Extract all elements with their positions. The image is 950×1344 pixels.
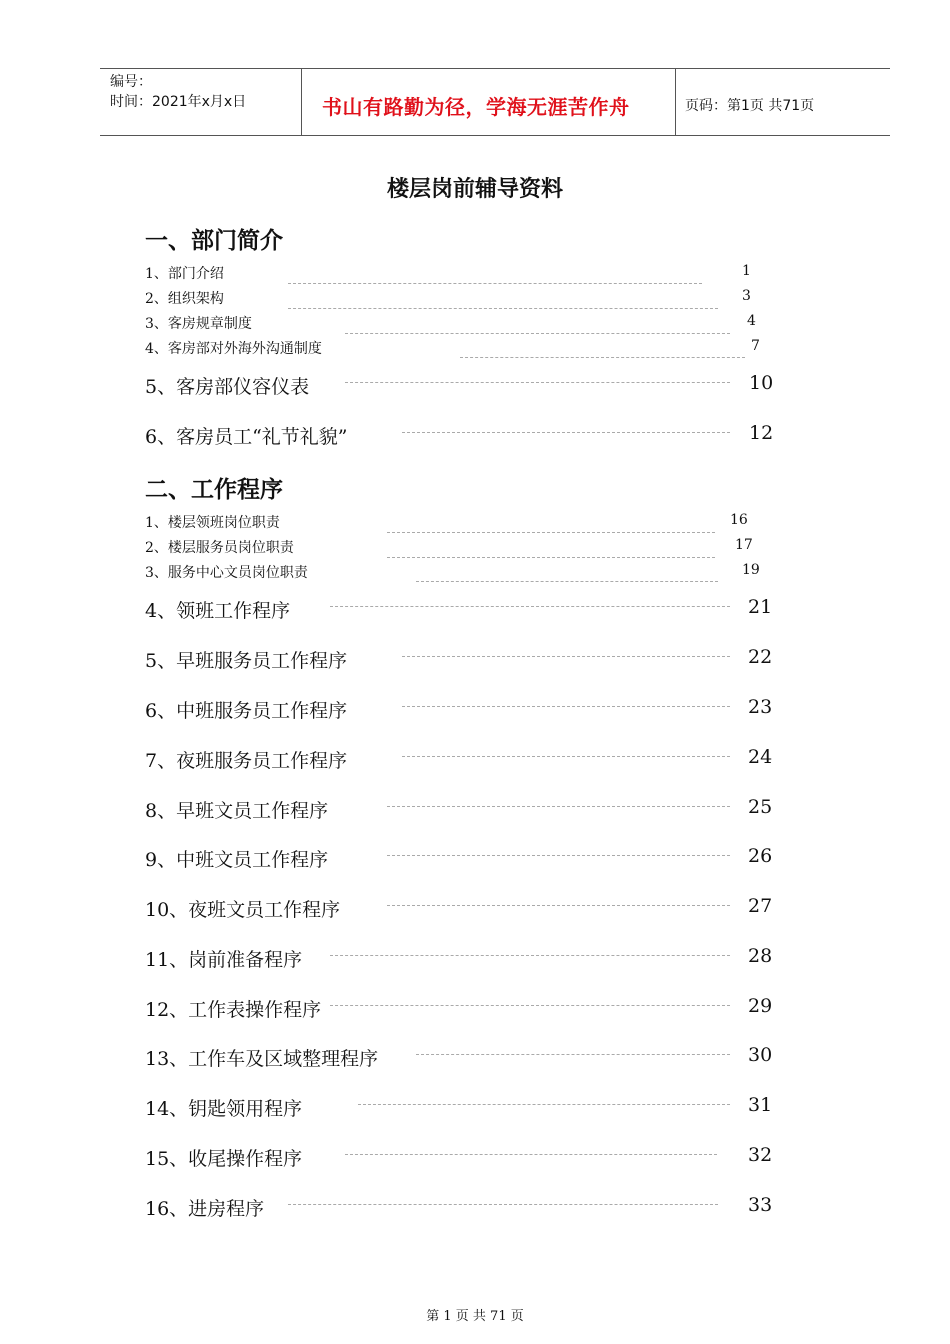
toc-leader [416,581,718,582]
toc-page-number: 7 [751,338,760,354]
toc-page-number: 30 [748,1044,773,1066]
toc-leader [402,656,730,657]
time-label: 时间：2021年x月x日 [110,94,247,110]
toc-page-number: 32 [748,1144,773,1166]
toc-leader [345,333,730,334]
toc-leader [416,1054,730,1055]
toc-page-number: 31 [748,1094,773,1116]
toc-leader [345,1154,717,1155]
toc-entry-label: 2、组织架构 [145,291,224,307]
motto: 书山有路勤为径，学海无涯苦作舟 [322,95,630,119]
toc-page-number: 22 [748,646,773,668]
toc-entry-label: 2、楼层服务员岗位职责 [145,540,294,556]
toc-leader [288,283,702,284]
toc-leader [387,806,730,807]
toc-leader [402,706,730,707]
toc-leader [358,1104,730,1105]
toc-leader [402,432,730,433]
toc-entry-label: 9、中班文员工作程序 [145,849,329,871]
toc-entry-label: 4、客房部对外海外沟通制度 [145,341,322,357]
toc-page-number: 21 [748,596,773,618]
toc-page-number: 10 [749,372,774,394]
toc-leader [288,1204,718,1205]
toc-leader [288,308,718,309]
number-label: 编号： [110,74,152,90]
toc-leader [330,1005,730,1006]
toc-entry-label: 3、客房规章制度 [145,316,252,332]
toc-page-number: 33 [748,1194,773,1216]
toc-entry-label: 3、服务中心文员岗位职责 [145,565,308,581]
toc-entry-label: 10、夜班文员工作程序 [145,899,341,921]
toc-entry-label: 16、进房程序 [145,1198,265,1220]
toc-page-number: 27 [748,895,773,917]
page-title: 楼层岗前辅导资料 [386,177,563,202]
toc-page-number: 16 [730,512,748,528]
toc-entry-label: 7、夜班服务员工作程序 [145,750,348,772]
toc-leader [387,532,715,533]
toc-page-number: 29 [748,995,773,1017]
toc-entry-label: 6、中班服务员工作程序 [145,700,348,722]
toc-leader [345,382,730,383]
toc-page-number: 25 [748,796,773,818]
page-footer: 第 1 页 共 71 页 [426,1309,524,1324]
toc-entry-label: 6、客房员工“礼节礼貌” [145,426,348,448]
header-top-border [100,68,890,69]
toc-page-number: 17 [735,537,753,553]
toc-entry-label: 8、早班文员工作程序 [145,800,329,822]
toc-entry-label: 5、早班服务员工作程序 [145,650,348,672]
header-bottom-border [100,135,890,136]
toc-entry-label: 12、工作表操作程序 [145,999,322,1021]
toc-page-number: 19 [742,562,760,578]
toc-leader [330,955,730,956]
toc-page-number: 28 [748,945,773,967]
toc-page-number: 1 [742,263,751,279]
toc-page-number: 24 [748,746,773,768]
toc-page-number: 12 [749,422,774,444]
page-info: 页码：第1页 共71页 [685,98,815,114]
toc-leader [330,606,730,607]
toc-leader [460,357,745,358]
toc-page-number: 26 [748,845,773,867]
toc-leader [402,756,730,757]
toc-leader [387,557,715,558]
toc-page-number: 4 [747,313,756,329]
toc-page-number: 3 [742,288,751,304]
toc-entry-label: 13、工作车及区域整理程序 [145,1048,379,1070]
toc-entry-label: 1、楼层领班岗位职责 [145,515,280,531]
toc-entry-label: 5、客房部仪容仪表 [145,376,310,398]
toc-leader [387,855,730,856]
section-heading: 二、工作程序 [145,477,283,503]
toc-entry-label: 4、领班工作程序 [145,600,291,622]
toc-page-number: 23 [748,696,773,718]
toc-entry-label: 14、钥匙领用程序 [145,1098,303,1120]
toc-entry-label: 1、部门介绍 [145,266,224,282]
header-divider-right [675,68,676,136]
toc-leader [387,905,730,906]
toc-entry-label: 11、岗前准备程序 [145,949,303,971]
header-divider-left [301,68,302,136]
toc-entry-label: 15、收尾操作程序 [145,1148,303,1170]
section-heading: 一、部门简介 [145,228,283,254]
